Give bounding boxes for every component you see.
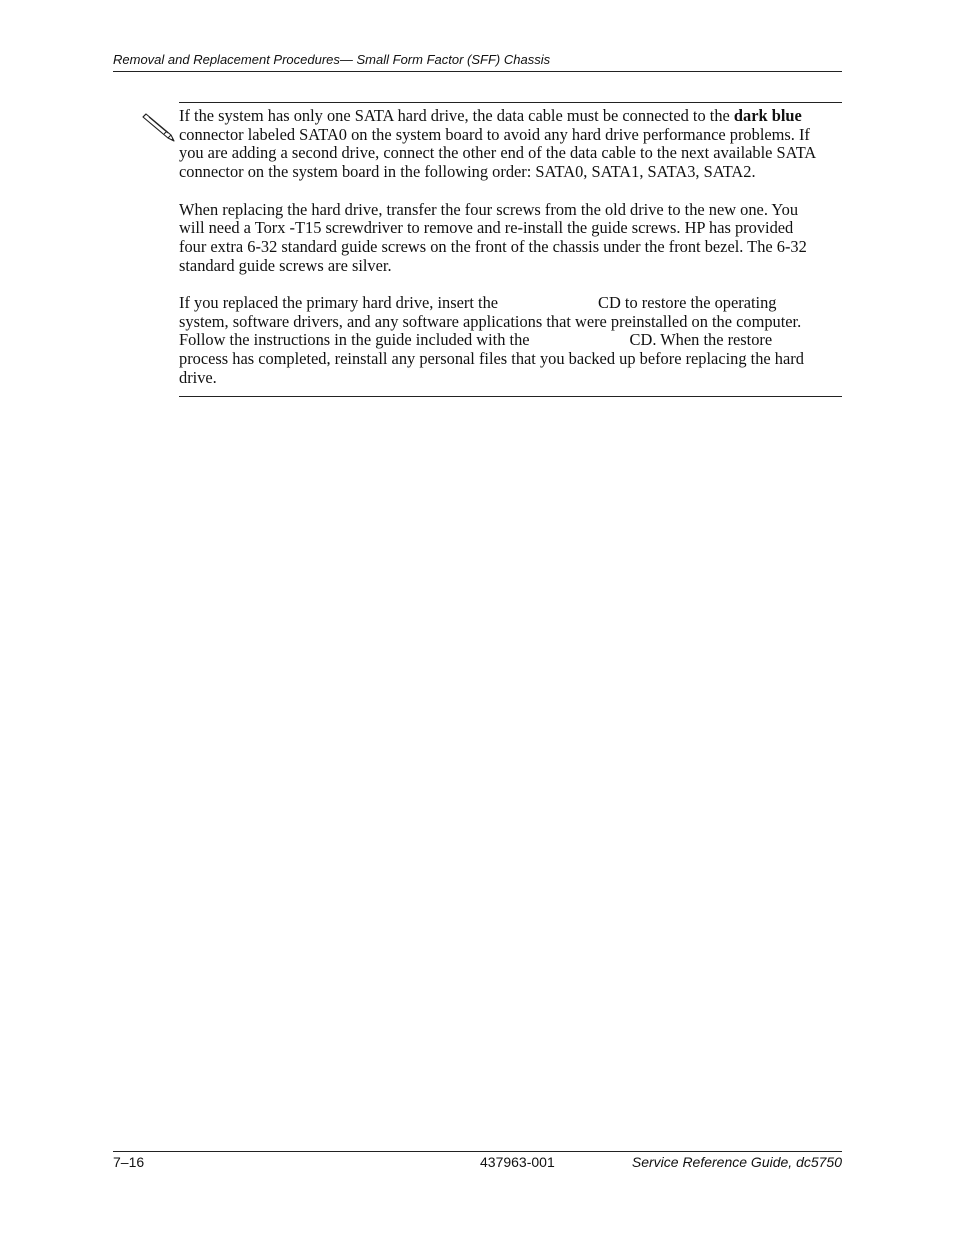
note-line: connector on the system board in the following order: SATA0, SATA1, SATA3, SATA2. bbox=[179, 162, 756, 182]
note-line: connector labeled SATA0 on the system board to avoid any hard drive performance problems. If bbox=[179, 124, 810, 144]
part-number: 437963-001 bbox=[480, 1154, 555, 1170]
note-paragraph-sata bbox=[179, 107, 842, 182]
note-text: If the system has only one SATA hard drive, the data cable must be connected to the bbox=[179, 106, 734, 125]
running-header: Removal and Replacement Procedures— Small Form Factor (SFF) Chassis bbox=[113, 52, 551, 67]
note-top-rule bbox=[179, 102, 842, 103]
note-emphasis: dark blue bbox=[733, 106, 802, 125]
note-line: you are adding a second drive, connect the other end of the data cable to the next available SATA bbox=[179, 143, 817, 163]
note-text: If you replaced the primary hard drive, insert the bbox=[179, 293, 499, 312]
note-line: standard guide screws are silver. bbox=[179, 255, 392, 275]
guide-title: Service Reference Guide, dc5750 bbox=[631, 1154, 842, 1170]
note-line bbox=[179, 107, 842, 126]
note-line: will need a Torx -T15 screwdriver to remove and re-install the guide screws. HP has provided bbox=[179, 218, 794, 238]
note-line: system, software drivers, and any software applications that were preinstalled on the computer. bbox=[179, 311, 802, 331]
note-line: When replacing the hard drive, transfer the four screws from the old drive to the new one. You bbox=[179, 199, 799, 219]
note-line bbox=[179, 331, 842, 350]
pencil-note-icon bbox=[140, 110, 176, 142]
note-line bbox=[179, 294, 842, 313]
note-bottom-rule bbox=[179, 396, 842, 397]
note-text: Follow the instructions in the guide included with the bbox=[179, 330, 530, 350]
footer-rule bbox=[113, 1151, 842, 1152]
note-text: CD. When the restore bbox=[629, 330, 773, 350]
note-line: four extra 6-32 standard guide screws on the front of the chassis under the front bezel. The 6-32 bbox=[179, 236, 807, 256]
note-line: drive. bbox=[179, 367, 217, 387]
note-paragraph-restore bbox=[179, 294, 842, 388]
header-rule bbox=[113, 71, 842, 72]
note-line: process has completed, reinstall any personal files that you backed up before replacing the hard bbox=[179, 349, 804, 369]
page-number: 7–16 bbox=[113, 1154, 145, 1170]
note-text: CD to restore the operating bbox=[598, 293, 777, 312]
note-body bbox=[179, 107, 842, 388]
note-paragraph-screws bbox=[179, 201, 842, 276]
